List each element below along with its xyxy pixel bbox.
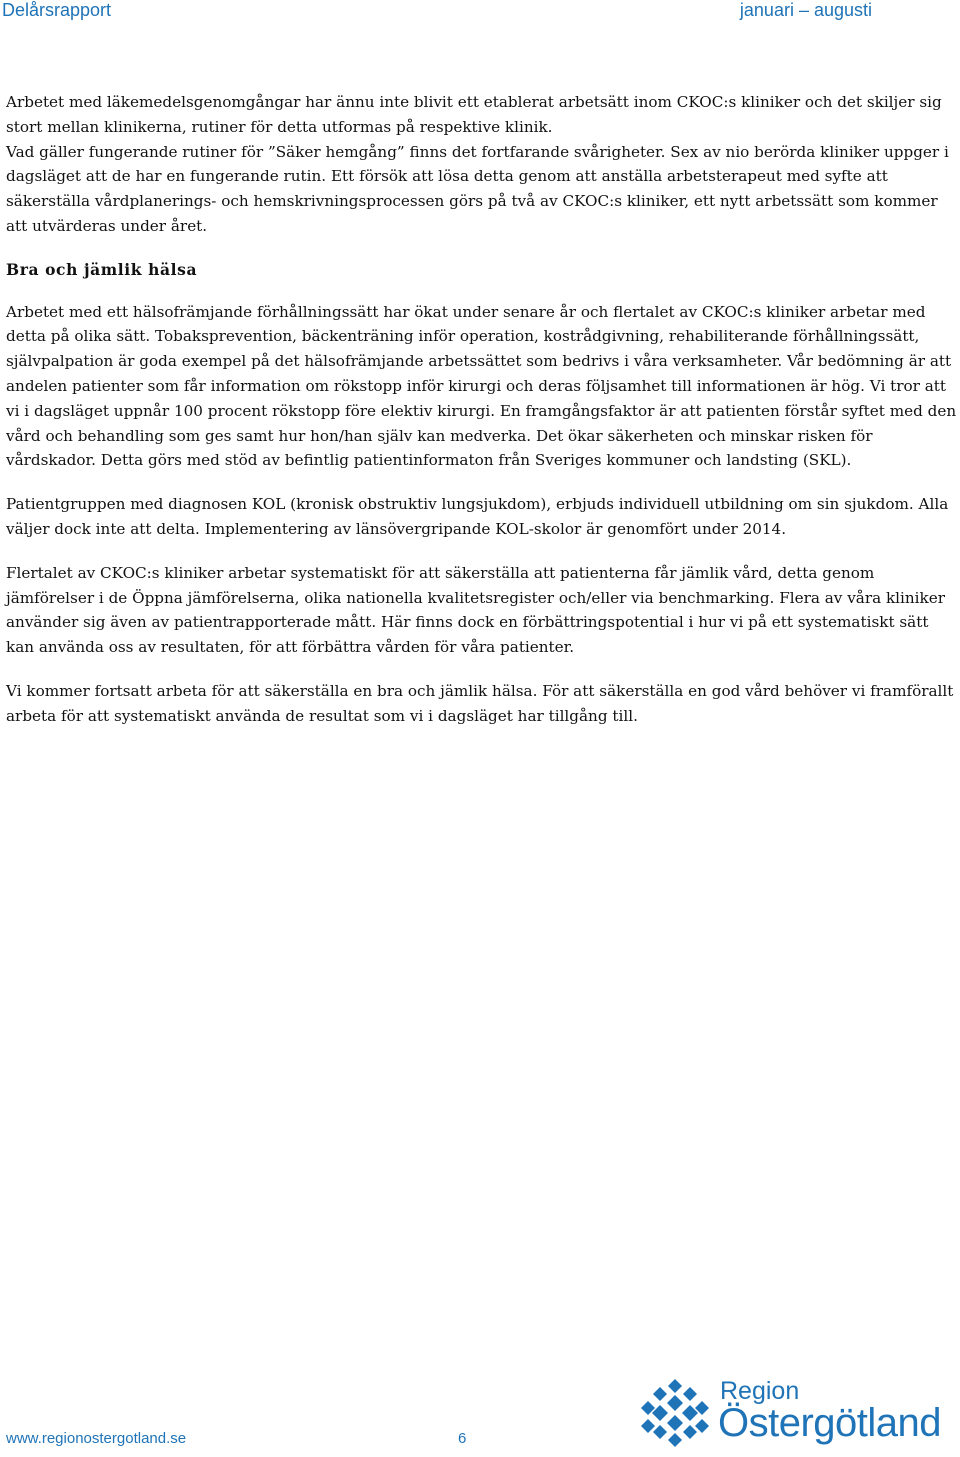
report-period: januari – augusti: [739, 0, 872, 20]
footer-website-link[interactable]: www.regionostergotland.se: [6, 1430, 187, 1447]
paragraph-saker-hemgang: Vad gäller fungerande rutiner för ”Säker hemgång” finns det fortfarande svårigheter. Sex av nio berörda kliniker uppger i dagsläget att de har en fungerande rutin. Ett försök att lösa detta genom att anställa arbetsterapeut med syfte att säkerställa vårdplanerings- och hemskrivningsprocessen görs på två av CKOC:s kliniker, ett nytt arbetssätt som kommer att utvärderas under året.: [6, 142, 949, 235]
logo-text-region: Region: [720, 1377, 800, 1405]
paragraph-lakemedel: Arbetet med läkemedelsgenomgångar har ännu inte blivit ett etablerat arbetsätt inom CKOC:s kliniker och det skiljer sig stort mellan klinikerna, rutiner för detta utformas på respektive klinik.: [6, 93, 942, 136]
page-number: 6: [458, 1430, 467, 1447]
paragraph-halsoframjande: Arbetet med ett hälsofrämjande förhållningssätt har ökat under senare år och flertalet av CKOC:s kliniker arbetar med detta på olika sätt. Tobaksprevention, bäckenträning inför operation, kostrådgivning, rehabiliterande förhållningssätt, självpalpation är goda exempel på det hälsofrämjande arbetssättet som bedrivs i våra verksamheter. Vår bedömning är att andelen patienter som får information om rökstopp inför kirurgi och deras följsamhet till informationen är hög. Vi tror att vi i dagsläget uppnår 100 procent rökstopp före elektiv kirurgi. En framgångsfaktor är att patienten förstår syftet med den vård och behandling som ges samt hur hon/han själv kan medverka. Det ökar säkerheten och minskar risken för vårdskador. Detta görs med stöd av befintlig patientinformaton från Sveriges kommuner och landsting (SKL).: [6, 302, 957, 470]
paragraph-conclusion: Vi kommer fortsatt arbeta för att säkerställa en bra och jämlik hälsa. För att säkerställa en god vård behöver vi framförallt arbeta för att systematiskt använda de resultat som vi i dagsläget har tillgång till.: [6, 681, 954, 725]
logo-text-ostergotland: Östergötland: [718, 1401, 942, 1445]
document-body: [6, 90, 958, 748]
paragraph-jamlik-vard: Flertalet av CKOC:s kliniker arbetar systematiskt för att säkerställa att patienterna får jämlik vård, detta genom jämförelser i de Öppna jämförelserna, olika nationella kvalitetsregister och/eller via benchmarking. Flera av våra kliniker använder sig även av patientrapporterade mått. Här finns dock en förbättringspotential i hur vi på ett systematiskt sätt kan använda oss av resultaten, för att förbättra vården för våra patienter.: [6, 563, 945, 657]
report-title: Delårsrapport: [2, 0, 112, 20]
section-heading: Bra och jämlik hälsa: [6, 259, 198, 279]
region-emblem-icon: [640, 1377, 710, 1447]
paragraph-kol: Patientgruppen med diagnosen KOL (kronisk obstruktiv lungsjukdom), erbjuds individuell utbildning om sin sjukdom. Alla väljer dock inte att delta. Implementering av länsövergripande KOL-skolor är genomfört under 2014.: [6, 495, 949, 538]
page-header: [0, 0, 960, 22]
region-logo: [640, 1375, 940, 1453]
